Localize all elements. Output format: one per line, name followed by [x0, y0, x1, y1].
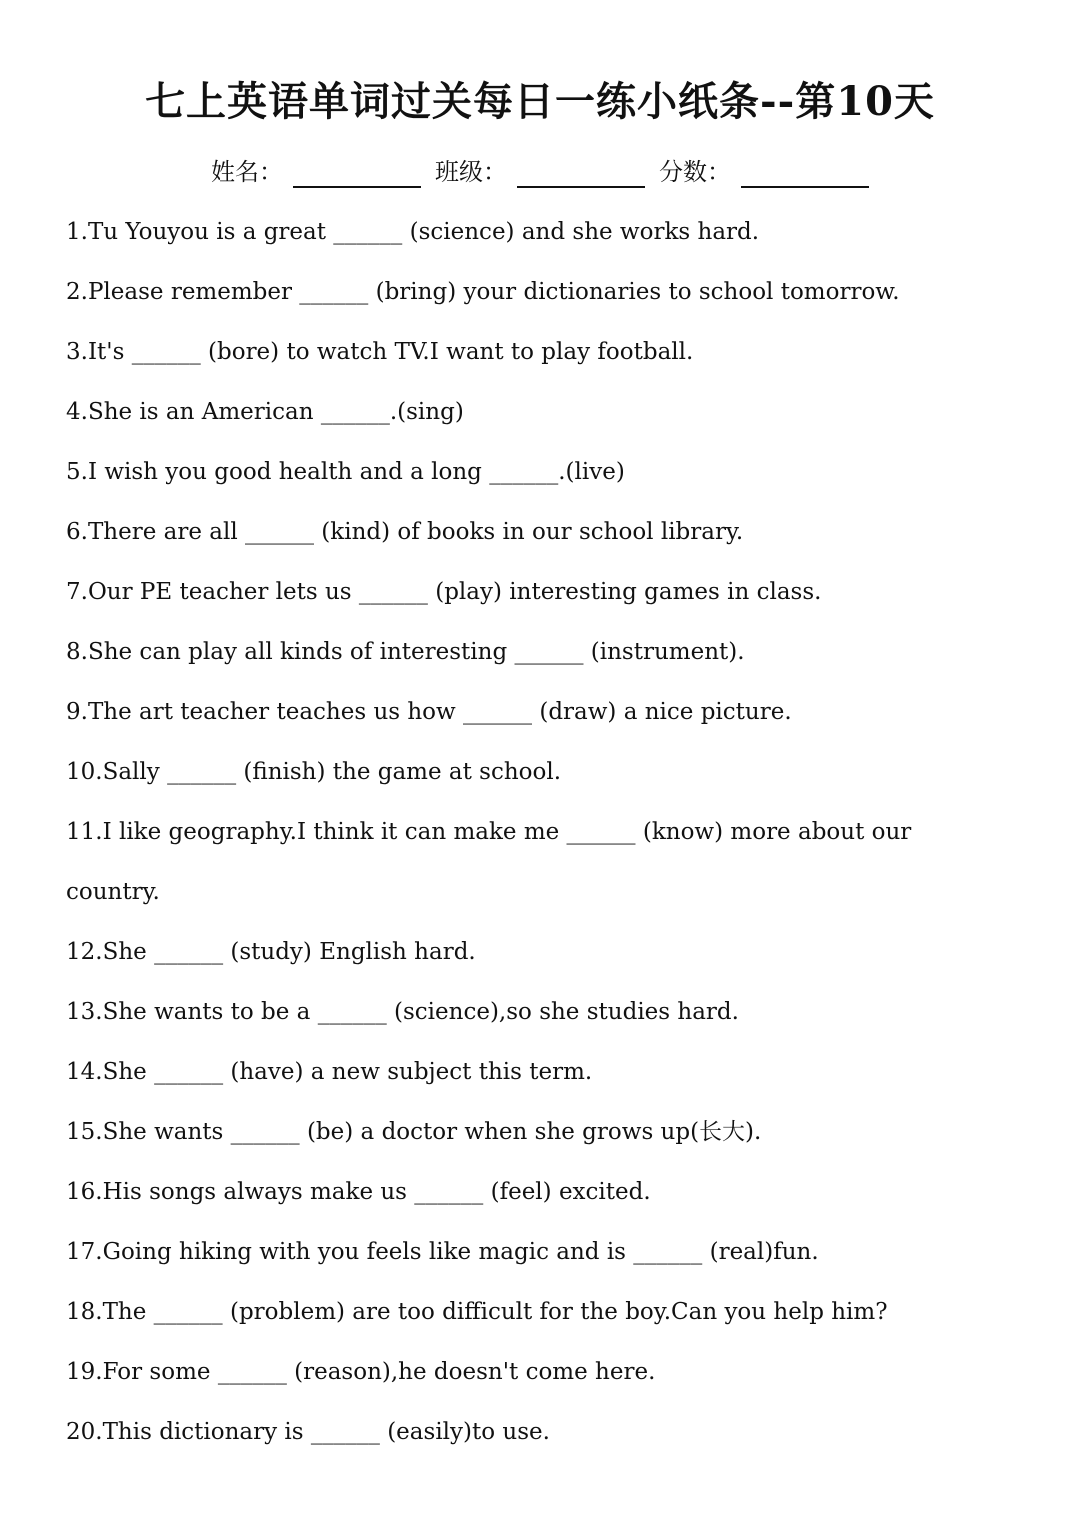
worksheet-title: 七上英语单词过关每日一练小纸条--第10天 — [145, 78, 935, 125]
name-blank — [293, 156, 421, 188]
class-label: 班级： — [435, 158, 507, 186]
question-line: 14.She ______ (have) a new subject this term. — [66, 1059, 593, 1085]
question-line: 16.His songs always make us ______ (feel) excited. — [66, 1179, 651, 1205]
question-line: 10.Sally ______ (finish) the game at school. — [66, 759, 562, 785]
question-line: 2.Please remember ______ (bring) your dictionaries to school tomorrow. — [66, 279, 900, 305]
name-label: 姓名： — [211, 158, 283, 186]
question-line: 13.She wants to be a ______ (science),so she studies hard. — [66, 999, 739, 1025]
question-line: 17.Going hiking with you feels like magic and is ______ (real)fun. — [66, 1239, 819, 1265]
question-line: 9.The art teacher teaches us how ______ (draw) a nice picture. — [66, 699, 792, 725]
score-blank — [741, 156, 869, 188]
question-line: 12.She ______ (study) English hard. — [66, 939, 476, 965]
question-line: 15.She wants ______ (be) a doctor when she grows up(长大). — [66, 1119, 762, 1145]
question-continuation: country. — [66, 879, 160, 905]
question-line: 6.There are all ______ (kind) of books in our school library. — [66, 519, 744, 545]
class-field — [435, 150, 645, 194]
question-line: 4.She is an American ______.(sing) — [66, 399, 464, 425]
question-line: 8.She can play all kinds of interesting ______ (instrument). — [66, 639, 745, 665]
question-line: 20.This dictionary is ______ (easily)to use. — [66, 1419, 550, 1445]
question-line: 5.I wish you good health and a long ______.(live) — [66, 459, 625, 485]
question-line: 11.I like geography.I think it can make me ______ (know) more about our — [66, 819, 912, 845]
question-line: 7.Our PE teacher lets us ______ (play) interesting games in class. — [66, 579, 822, 605]
question-line: 19.For some ______ (reason),he doesn't come here. — [66, 1359, 656, 1385]
score-field — [659, 150, 869, 194]
student-info-row — [0, 150, 1080, 194]
question-line: 3.It's ______ (bore) to watch TV.I want to play football. — [66, 339, 694, 365]
question-line: 18.The ______ (problem) are too difficult for the boy.Can you help him? — [66, 1299, 888, 1325]
question-line: 1.Tu Youyou is a great ______ (science) and she works hard. — [66, 219, 760, 245]
class-blank — [517, 156, 645, 188]
name-field — [211, 150, 421, 194]
score-label: 分数： — [659, 158, 731, 186]
